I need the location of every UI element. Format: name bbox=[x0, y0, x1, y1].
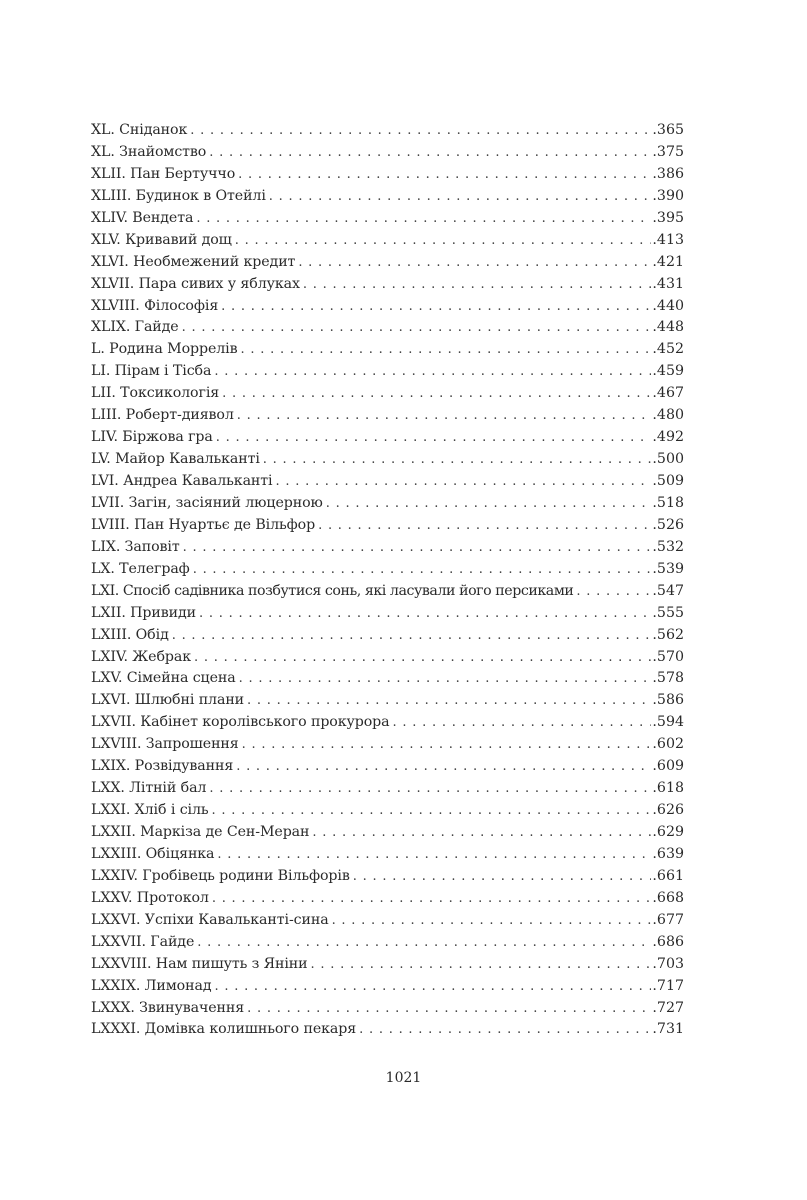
toc-entry-title: LXXV. Протокол bbox=[91, 889, 209, 906]
dot-leader bbox=[183, 537, 652, 559]
toc-entry-page: .661 bbox=[652, 867, 684, 884]
toc-entry[interactable] bbox=[91, 515, 684, 537]
toc-entry[interactable] bbox=[91, 603, 684, 625]
toc-entry-page: .703 bbox=[652, 955, 684, 972]
dot-leader bbox=[216, 427, 652, 449]
toc-entry-title: LXIX. Розвідування bbox=[91, 758, 234, 775]
toc-entry[interactable] bbox=[91, 866, 684, 888]
toc-entry-title: LXV. Сімейна сцена bbox=[91, 670, 236, 687]
toc-entry-page: .365 bbox=[652, 122, 684, 138]
dot-leader bbox=[275, 471, 651, 493]
toc-entry-page: .609 bbox=[652, 758, 684, 775]
toc-entry-title: LXXIX. Лимонад bbox=[91, 977, 212, 994]
toc-entry-page: .731 bbox=[652, 1021, 684, 1038]
toc-entry-title: LXXI. Хліб і сіль bbox=[91, 802, 209, 819]
toc-entry[interactable] bbox=[91, 800, 684, 822]
dot-leader bbox=[311, 954, 652, 976]
toc-entry[interactable] bbox=[91, 296, 684, 318]
toc-entry-title: LIII. Роберт-диявол bbox=[91, 407, 234, 424]
dot-leader bbox=[214, 361, 651, 383]
toc-entry-title: LXVII. Кабінет королівського прокурора bbox=[91, 714, 390, 731]
toc-entry-title: XLVIII. Філософія bbox=[91, 297, 219, 314]
toc-entry-title: LXXII. Маркіза де Сен-Меран bbox=[91, 824, 310, 840]
toc-entry-title: LXXVIII. Нам пишуть з Яніни bbox=[91, 955, 308, 972]
toc-entry[interactable] bbox=[91, 142, 684, 164]
dot-leader bbox=[326, 493, 652, 515]
dot-leader bbox=[263, 449, 652, 471]
toc-entry[interactable] bbox=[91, 537, 684, 559]
toc-entry[interactable] bbox=[91, 164, 684, 186]
toc-entry-page: .467 bbox=[652, 385, 684, 402]
toc-entry-title: XLVII. Пара сивих у яблуках bbox=[91, 275, 300, 292]
toc-entry[interactable] bbox=[91, 230, 684, 252]
toc-entry[interactable] bbox=[91, 932, 684, 954]
dot-leader bbox=[239, 668, 652, 690]
dot-leader bbox=[193, 559, 652, 581]
toc-entry[interactable] bbox=[91, 844, 684, 866]
toc-entry-page: .452 bbox=[652, 341, 684, 358]
toc-entry[interactable] bbox=[91, 976, 684, 998]
toc-entry-title: LX. Телеграф bbox=[91, 560, 190, 577]
toc-entry-page: .390 bbox=[652, 187, 684, 204]
toc-entry-page: .717 bbox=[652, 977, 684, 994]
dot-leader bbox=[298, 252, 651, 274]
dot-leader bbox=[236, 756, 651, 778]
toc-entry[interactable] bbox=[91, 668, 684, 690]
toc-entry-title: LII. Токсикологія bbox=[91, 385, 220, 402]
toc-entry[interactable] bbox=[91, 1019, 684, 1041]
toc-entry-title: LXXVII. Гайде bbox=[91, 933, 195, 950]
dot-leader bbox=[576, 581, 651, 603]
dot-leader bbox=[312, 822, 651, 844]
table-of-contents bbox=[91, 120, 684, 1041]
dot-leader bbox=[353, 866, 652, 888]
toc-entry[interactable] bbox=[91, 120, 684, 142]
toc-entry[interactable] bbox=[91, 471, 684, 493]
dot-leader bbox=[221, 296, 651, 318]
toc-entry-page: .578 bbox=[652, 670, 684, 687]
toc-entry-page: .555 bbox=[652, 604, 684, 621]
toc-entry[interactable] bbox=[91, 581, 684, 603]
toc-entry[interactable] bbox=[91, 383, 684, 405]
toc-entry-page: .386 bbox=[652, 165, 684, 182]
toc-entry-title: LXXIV. Гробівець родини Вільфорів bbox=[91, 867, 350, 884]
toc-entry-page: .413 bbox=[652, 231, 684, 248]
toc-entry-page: .421 bbox=[652, 253, 684, 270]
dot-leader bbox=[247, 998, 651, 1020]
toc-entry-page: .570 bbox=[652, 648, 684, 665]
toc-entry-page: .509 bbox=[652, 473, 684, 489]
dot-leader bbox=[209, 778, 651, 800]
toc-entry-title: LXII. Привиди bbox=[91, 604, 196, 621]
dot-leader bbox=[332, 910, 652, 932]
toc-entry[interactable] bbox=[91, 274, 684, 296]
dot-leader bbox=[212, 888, 652, 910]
toc-entry[interactable] bbox=[91, 756, 684, 778]
dot-leader bbox=[190, 120, 651, 142]
dot-leader bbox=[197, 932, 651, 954]
dot-leader bbox=[172, 625, 652, 647]
toc-entry-title: LXXVI. Успіхи Кавальканті-сина bbox=[91, 911, 329, 928]
dot-leader bbox=[235, 230, 652, 252]
toc-entry[interactable] bbox=[91, 647, 684, 669]
toc-entry[interactable] bbox=[91, 690, 684, 712]
dot-leader bbox=[196, 208, 651, 230]
toc-entry[interactable] bbox=[91, 361, 684, 383]
toc-entry-page: .480 bbox=[652, 407, 684, 424]
toc-entry-title: LXI. Спосіб садівника позбутися сонь, які ласували його персиками bbox=[91, 582, 574, 599]
toc-entry-title: LXXIII. Обіцянка bbox=[91, 845, 215, 862]
toc-entry-title: LVII. Загін, засіяний люцерною bbox=[91, 494, 323, 511]
toc-entry-page: .518 bbox=[652, 494, 684, 511]
toc-entry-title: LVIII. Пан Нуартьє де Вільфор bbox=[91, 516, 316, 533]
dot-leader bbox=[182, 317, 652, 339]
toc-entry[interactable] bbox=[91, 954, 684, 976]
dot-leader bbox=[393, 712, 652, 734]
toc-entry-title: XLIX. Гайде bbox=[91, 319, 179, 336]
toc-entry[interactable] bbox=[91, 998, 684, 1020]
toc-entry-title: LVI. Андреа Кавальканті bbox=[91, 473, 273, 489]
toc-entry-page: .547 bbox=[652, 582, 684, 599]
toc-entry[interactable] bbox=[91, 493, 684, 515]
toc-entry-page: .677 bbox=[652, 911, 684, 928]
dot-leader bbox=[247, 690, 651, 712]
toc-entry-page: .459 bbox=[652, 363, 684, 380]
toc-entry-page: .532 bbox=[652, 538, 684, 555]
toc-entry-page: .586 bbox=[652, 692, 684, 709]
toc-entry-title: LXXXI. Домівка колишнього пекаря bbox=[91, 1021, 357, 1038]
toc-entry-title: L. Родина Моррелів bbox=[91, 341, 238, 358]
toc-entry-page: .727 bbox=[652, 999, 684, 1016]
dot-leader bbox=[212, 800, 652, 822]
toc-entry-page: .431 bbox=[652, 275, 684, 292]
toc-entry[interactable] bbox=[91, 712, 684, 734]
toc-entry-page: .686 bbox=[652, 933, 684, 950]
toc-entry[interactable] bbox=[91, 910, 684, 932]
dot-leader bbox=[238, 164, 651, 186]
toc-entry-page: .539 bbox=[652, 560, 684, 577]
dot-leader bbox=[359, 1019, 651, 1041]
toc-entry[interactable] bbox=[91, 252, 684, 274]
toc-entry-title: LIV. Біржова гра bbox=[91, 429, 213, 446]
toc-entry-title: LXXX. Звинувачення bbox=[91, 999, 245, 1016]
toc-entry[interactable] bbox=[91, 625, 684, 647]
toc-entry-title: LXVI. Шлюбні плани bbox=[91, 692, 245, 709]
toc-entry-title: XLIV. Вендета bbox=[91, 209, 194, 226]
toc-entry[interactable] bbox=[91, 734, 684, 756]
toc-entry[interactable] bbox=[91, 405, 684, 427]
dot-leader bbox=[199, 603, 651, 625]
toc-entry-page: .602 bbox=[652, 736, 684, 753]
toc-entry[interactable] bbox=[91, 822, 684, 844]
toc-entry[interactable] bbox=[91, 317, 684, 339]
dot-leader bbox=[318, 515, 651, 537]
toc-entry-page: .375 bbox=[652, 143, 684, 160]
toc-entry-title: XLII. Пан Бертуччо bbox=[91, 165, 236, 182]
toc-entry-title: XLVI. Необмежений кредит bbox=[91, 253, 296, 270]
toc-entry[interactable] bbox=[91, 778, 684, 800]
toc-entry[interactable] bbox=[91, 208, 684, 230]
toc-entry-page: .500 bbox=[652, 451, 684, 468]
dot-leader bbox=[217, 844, 651, 866]
toc-entry-title: LI. Пірам і Тісба bbox=[91, 363, 212, 380]
toc-entry-page: .562 bbox=[652, 626, 684, 643]
toc-entry-title: LV. Майор Кавальканті bbox=[91, 451, 260, 468]
toc-entry[interactable] bbox=[91, 559, 684, 581]
toc-entry-title: LXIII. Обід bbox=[91, 626, 169, 643]
toc-entry-page: .395 bbox=[652, 209, 684, 226]
toc-entry-page: .526 bbox=[652, 516, 684, 533]
dot-leader bbox=[242, 734, 652, 756]
toc-entry-title: XL. Сніданок bbox=[91, 122, 188, 138]
dot-leader bbox=[303, 274, 652, 296]
toc-entry-title: LXIV. Жебрак bbox=[91, 648, 191, 665]
toc-entry-title: XL. Знайомство bbox=[91, 143, 207, 160]
dot-leader bbox=[214, 976, 651, 998]
toc-entry-title: LIX. Заповіт bbox=[91, 538, 180, 555]
toc-entry-page: .594 bbox=[652, 714, 684, 731]
page-number: 1021 bbox=[385, 1070, 422, 1086]
toc-entry[interactable] bbox=[91, 449, 684, 471]
toc-entry-title: LXVIII. Запрошення bbox=[91, 736, 239, 753]
dot-leader bbox=[269, 186, 652, 208]
toc-entry-page: .629 bbox=[652, 824, 684, 840]
toc-entry-title: XLIII. Будинок в Отейлі bbox=[91, 187, 266, 204]
dot-leader bbox=[194, 647, 651, 669]
toc-entry[interactable] bbox=[91, 427, 684, 449]
dot-leader bbox=[222, 383, 651, 405]
toc-entry[interactable] bbox=[91, 888, 684, 910]
dot-leader bbox=[241, 339, 652, 361]
toc-entry-page: .448 bbox=[652, 319, 684, 336]
toc-entry-page: .626 bbox=[652, 802, 684, 819]
toc-entry-page: .492 bbox=[652, 429, 684, 446]
toc-entry-title: XLV. Кривавий дощ bbox=[91, 231, 232, 248]
toc-entry-title: LXX. Літній бал bbox=[91, 780, 207, 797]
dot-leader bbox=[237, 405, 652, 427]
dot-leader bbox=[209, 142, 651, 164]
toc-entry-page: .668 bbox=[652, 889, 684, 906]
toc-entry[interactable] bbox=[91, 339, 684, 361]
toc-entry-page: .618 bbox=[652, 780, 684, 797]
toc-entry[interactable] bbox=[91, 186, 684, 208]
toc-entry-page: .440 bbox=[652, 297, 684, 314]
toc-entry-page: .639 bbox=[652, 845, 684, 862]
